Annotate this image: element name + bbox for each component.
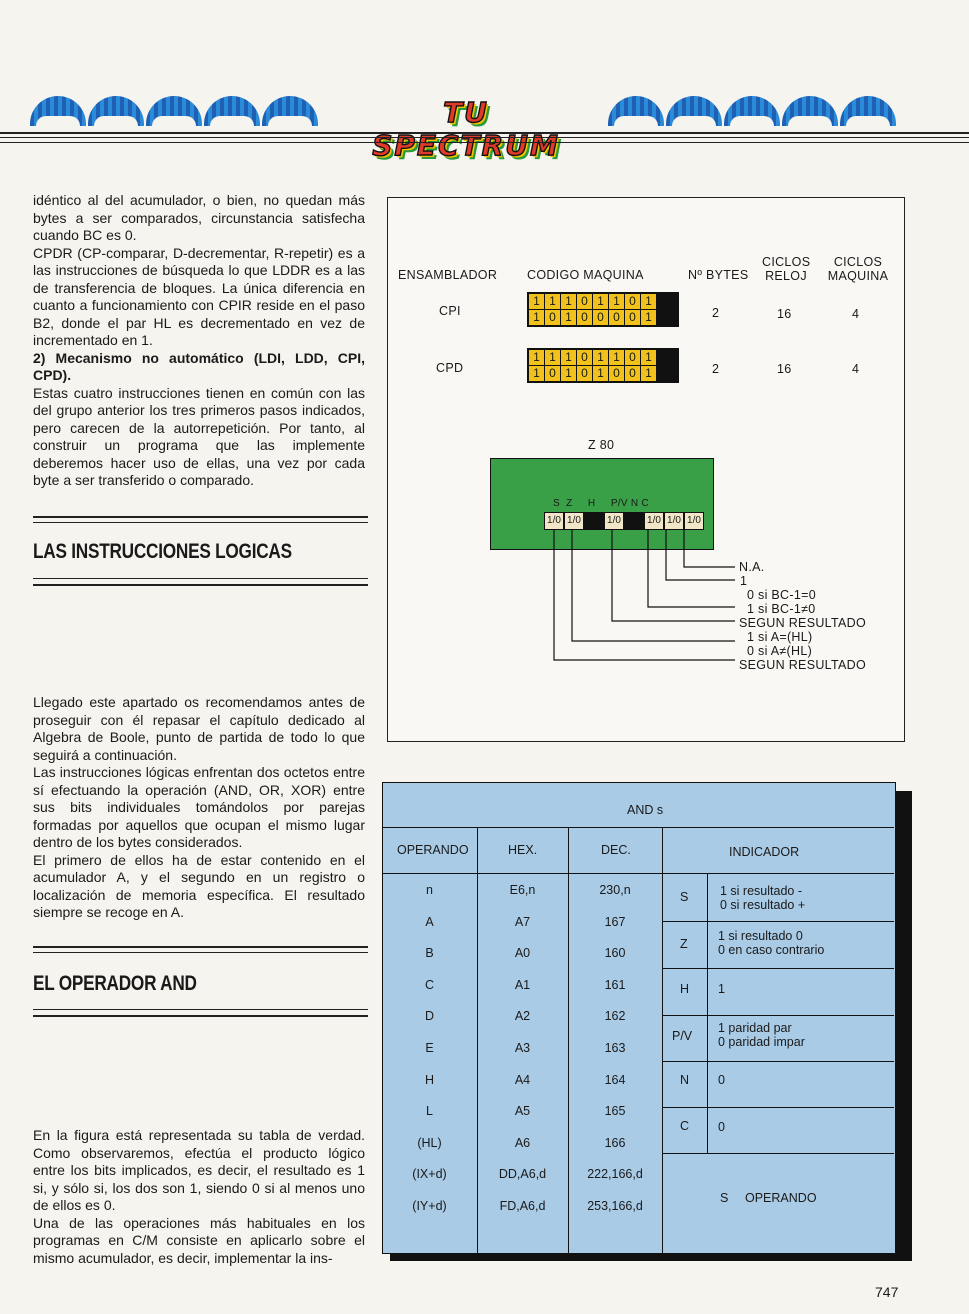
section-rule	[33, 1015, 368, 1017]
cell-dec: 164	[604, 1072, 626, 1087]
reloj-cpi: 16	[777, 307, 792, 321]
flag-label-z: Z	[680, 937, 688, 951]
bit: 1	[561, 366, 577, 381]
section-title: EL OPERADOR AND	[33, 972, 197, 995]
cell-hex: A7	[514, 914, 531, 929]
cell-operando: B	[425, 946, 434, 961]
table-rule	[662, 1015, 894, 1016]
col-header-code: CODIGO MAQUINA	[527, 268, 644, 282]
table-rule	[662, 921, 894, 922]
bit: 0	[609, 366, 625, 381]
table-row	[382, 1104, 663, 1136]
paragraph: 2) Mecanismo no automático (LDI, LDD, CPI, CPD).	[33, 349, 365, 383]
header-rule	[0, 137, 969, 138]
flag-n: 1/0	[664, 512, 684, 530]
legend-line: N.A.	[739, 560, 765, 574]
table-row	[382, 1009, 663, 1041]
cell-dec: 165	[604, 1104, 626, 1119]
flag-desc-s	[720, 884, 805, 912]
bit: 0	[577, 294, 593, 309]
z80-label: Z 80	[588, 438, 615, 452]
bytes-cpi: 2	[712, 306, 720, 320]
wave-ornament	[782, 96, 838, 126]
paragraph: CPDR (CP-comparar, D-decrementar, R-repetir) es a las instrucciones de búsqueda lo que LDDR es a las de transferencia de bloques. La única diferencia en cuanto a funcionamiento con CPIR reside en el paso B2, donde el par HL es decrementado en vez de incrementado en 1.	[33, 244, 365, 348]
header-line: MAQUINA	[827, 269, 889, 283]
bit: 1	[641, 294, 656, 309]
table-header-dec: DEC.	[601, 843, 631, 857]
cell-operando: A	[425, 914, 434, 929]
wave-ornament	[724, 96, 780, 126]
section-rule	[33, 952, 368, 953]
cell-dec: 253,166,d	[587, 1198, 643, 1213]
flag-desc-c: 0	[718, 1120, 725, 1134]
cell-hex: DD,A6,d	[498, 1167, 547, 1182]
flag-desc-pv	[718, 1021, 805, 1049]
table-row	[382, 1136, 663, 1168]
table-header-hex: HEX.	[508, 843, 538, 857]
bit: 1	[561, 350, 577, 365]
cell-dec: 161	[604, 977, 626, 992]
table-row	[382, 946, 663, 978]
table-rule	[662, 1153, 894, 1154]
table-rule	[662, 1107, 894, 1108]
section-rule	[33, 1009, 368, 1010]
bit: 0	[625, 294, 641, 309]
flag-label-pv: P/V	[672, 1029, 693, 1043]
table-row	[382, 1041, 663, 1073]
cell-hex: A5	[514, 1104, 531, 1119]
header-line: RELOJ	[765, 269, 807, 283]
table-row	[382, 1073, 663, 1105]
table-header-operando: OPERANDO	[397, 843, 469, 857]
cell-operando: (IY+d)	[412, 1198, 447, 1213]
cell-hex: A2	[514, 1009, 531, 1024]
desc-line: 1 si resultado -	[720, 884, 802, 898]
flag-label-h: H	[680, 982, 690, 996]
bit-row	[529, 366, 677, 381]
reloj-cpd: 16	[777, 362, 792, 376]
paragraph: En la figura está representada su tabla de verdad. Como observaremos, efectúa el producto lógico entre los bits implicados, es decir, el resultado es 1 si, y sólo si, los dos son 1, siendo 0 si al menos uno de ellos es 0.	[33, 1127, 365, 1213]
cell-dec: 167	[604, 914, 626, 929]
opcode-bits-cpi	[527, 292, 679, 327]
wave-ornament	[262, 96, 318, 126]
bit: 0	[577, 310, 593, 325]
cell-hex: A6	[514, 1135, 531, 1150]
wave-ornament	[88, 96, 144, 126]
paragraph: Llegado este apartado os recomendamos antes de proseguir con él repasar el capítulo dedicado al Algebra de Boole, punto de partida de todo lo que seguirá a continuación.	[33, 694, 365, 763]
cell-hex: A1	[514, 977, 531, 992]
bit: 0	[625, 366, 641, 381]
header-rule	[0, 132, 969, 134]
maquina-cpd: 4	[852, 362, 860, 376]
desc-line: 0 paridad impar	[718, 1035, 805, 1049]
paragraph: idéntico al del acumulador, o bien, no quedan más bytes a ser comparados, circunstancia satisfecha cuando BC es 0.	[33, 192, 365, 243]
wave-ornament	[840, 96, 896, 126]
cell-dec: 162	[604, 1009, 626, 1024]
bit: 1	[529, 294, 545, 309]
table-row	[382, 1199, 663, 1231]
bit-row	[529, 294, 677, 309]
flag-legend	[739, 560, 866, 672]
asm-cpd: CPD	[436, 361, 464, 375]
cell-operando: H	[424, 1072, 435, 1087]
table-rule	[707, 873, 708, 1153]
cell-hex: A0	[514, 946, 531, 961]
flag-label-s: S	[680, 890, 689, 904]
flag-pv: 1/0	[644, 512, 664, 530]
cell-dec: 166	[604, 1135, 626, 1150]
header-waves-left	[30, 96, 318, 132]
table-row	[382, 978, 663, 1010]
cell-dec: 160	[604, 946, 626, 961]
table-header-indicador: INDICADOR	[729, 845, 800, 859]
bit-row	[529, 310, 677, 325]
bit: 1	[545, 350, 561, 365]
wave-ornament	[204, 96, 260, 126]
legend-line: 1	[740, 574, 748, 588]
legend-line: SEGUN RESULTADO	[739, 616, 866, 630]
bit: 1	[545, 294, 561, 309]
wave-ornament	[666, 96, 722, 126]
bit: 1	[641, 310, 656, 325]
flag-desc-n: 0	[718, 1073, 725, 1087]
header-line: CICLOS	[762, 255, 811, 269]
desc-line: 0 si resultado +	[720, 898, 806, 912]
cell-operando: L	[426, 1104, 433, 1119]
cell-dec: 230,n	[599, 883, 631, 897]
legend-line: 1 si A=(HL)	[747, 630, 813, 644]
page-number: 747	[875, 1284, 899, 1300]
bit: 0	[593, 310, 609, 325]
cell-hex: A3	[514, 1040, 531, 1055]
bit: 0	[625, 350, 641, 365]
desc-line: 0 en caso contrario	[718, 943, 825, 957]
col-header-maquina	[825, 255, 891, 283]
table-rule	[662, 968, 894, 969]
bit: 1	[593, 366, 609, 381]
bit: 1	[529, 310, 545, 325]
cell-hex: A4	[514, 1072, 531, 1087]
paragraph: Las instrucciones lógicas enfrentan dos octetos entre sí efectuando la operación (AND, OR, XOR) entre sus bits individuales tomándolos por parejas formadas por aquellos que ocupan el mismo lugar dentro de los bytes considerados.	[33, 764, 365, 850]
col-header-bytes: Nº BYTES	[688, 268, 749, 282]
flag-desc-h: 1	[718, 982, 725, 996]
flag-desc-z	[718, 929, 824, 957]
paragraph: Una de las operaciones más habituales en los programas en C/M consiste en aplicarlo sobre el mismo acumulador, es decir, implementar la ins-	[33, 1214, 365, 1266]
cell-dec: 222,166,d	[587, 1167, 643, 1182]
bit: 1	[529, 366, 545, 381]
col-header-asm: ENSAMBLADOR	[398, 268, 498, 282]
bit: 1	[609, 350, 625, 365]
cell-operando: n	[426, 883, 433, 897]
cell-operando: D	[424, 1009, 435, 1024]
cell-hex: E6,n	[509, 883, 536, 897]
section-rule	[33, 516, 368, 518]
table-title: AND s	[627, 803, 664, 817]
legend-line: 1 si BC-1≠0	[747, 602, 816, 616]
flag-h: 1/0	[604, 512, 624, 530]
flag-s: 1/0	[544, 512, 564, 530]
bit: 0	[577, 366, 593, 381]
bit-row	[529, 350, 677, 365]
section-rule	[33, 578, 368, 579]
bit: 1	[641, 350, 656, 365]
table-row	[382, 1167, 663, 1199]
cell-operando: (HL)	[417, 1135, 442, 1150]
and-text	[33, 1127, 365, 1267]
legend-line: 0 si A≠(HL)	[747, 644, 813, 658]
desc-line: 1 si resultado 0	[718, 929, 803, 943]
table-rule	[382, 827, 894, 828]
legend-line: 0 si BC-1=0	[747, 588, 816, 602]
paragraph: El primero de ellos ha de estar contenido en el acumulador A, y el segundo en un registro o localización de memoria específica. El resultado siempre se recoge en A.	[33, 851, 365, 920]
section-rule	[33, 522, 368, 523]
col-header-reloj	[762, 255, 810, 283]
section-title: LAS INSTRUCCIONES LOGICAS	[33, 540, 292, 563]
paragraph: Estas cuatro instrucciones tienen en común con las del grupo anterior los tres primeros pasos indicados, pero carecen de la autorrepetición. Por tanto, al construir un programa que las implemente deberemos hacer uso de ellas, una vez por cada byte a ser transferido o comparado.	[33, 384, 365, 488]
bit: 0	[625, 310, 641, 325]
bit: 1	[561, 310, 577, 325]
header-title: TU SPECTRUM	[372, 96, 560, 162]
cell-hex: FD,A6,d	[499, 1198, 546, 1213]
header-line: CICLOS	[833, 255, 883, 269]
flag-c: 1/0	[684, 512, 704, 530]
legend-line: SEGUN RESULTADO	[739, 658, 866, 672]
flag-z: 1/0	[564, 512, 584, 530]
flag-header: S Z H P/V N C	[553, 498, 650, 509]
bit: 1	[529, 350, 545, 365]
bit: 0	[545, 366, 561, 381]
bit: 1	[609, 294, 625, 309]
header-rule	[0, 142, 969, 143]
section-rule	[33, 946, 368, 948]
wave-ornament	[30, 96, 86, 126]
wave-ornament	[608, 96, 664, 126]
table-row	[382, 915, 663, 947]
section-rule	[33, 584, 368, 586]
bytes-cpd: 2	[712, 362, 720, 376]
wave-ornament	[146, 96, 202, 126]
bit: 1	[593, 294, 609, 309]
desc-line: 1 paridad par	[718, 1021, 792, 1035]
table-body	[382, 883, 663, 1231]
bit: 0	[545, 310, 561, 325]
flag-label-n: N	[680, 1073, 690, 1087]
asm-cpi: CPI	[439, 304, 461, 318]
footer-s: S	[720, 1191, 729, 1205]
header-waves-right	[608, 96, 896, 132]
cell-operando: C	[424, 977, 435, 992]
cell-dec: 163	[604, 1040, 626, 1055]
cell-operando: E	[425, 1040, 434, 1055]
maquina-cpi: 4	[852, 307, 860, 321]
bit: 0	[577, 350, 593, 365]
flag-connector-lines	[540, 528, 740, 668]
footer-operando: OPERANDO	[745, 1191, 817, 1205]
bit: 0	[609, 310, 625, 325]
cell-operando: (IX+d)	[412, 1167, 447, 1182]
logic-text	[33, 694, 365, 922]
flag-label-c: C	[680, 1119, 690, 1133]
table-row	[382, 883, 663, 915]
intro-text	[33, 192, 365, 490]
table-rule	[382, 873, 894, 874]
opcode-bits-cpd	[527, 348, 679, 383]
bit: 1	[593, 350, 609, 365]
bit: 1	[641, 366, 656, 381]
bit: 1	[561, 294, 577, 309]
table-rule	[662, 1061, 894, 1062]
